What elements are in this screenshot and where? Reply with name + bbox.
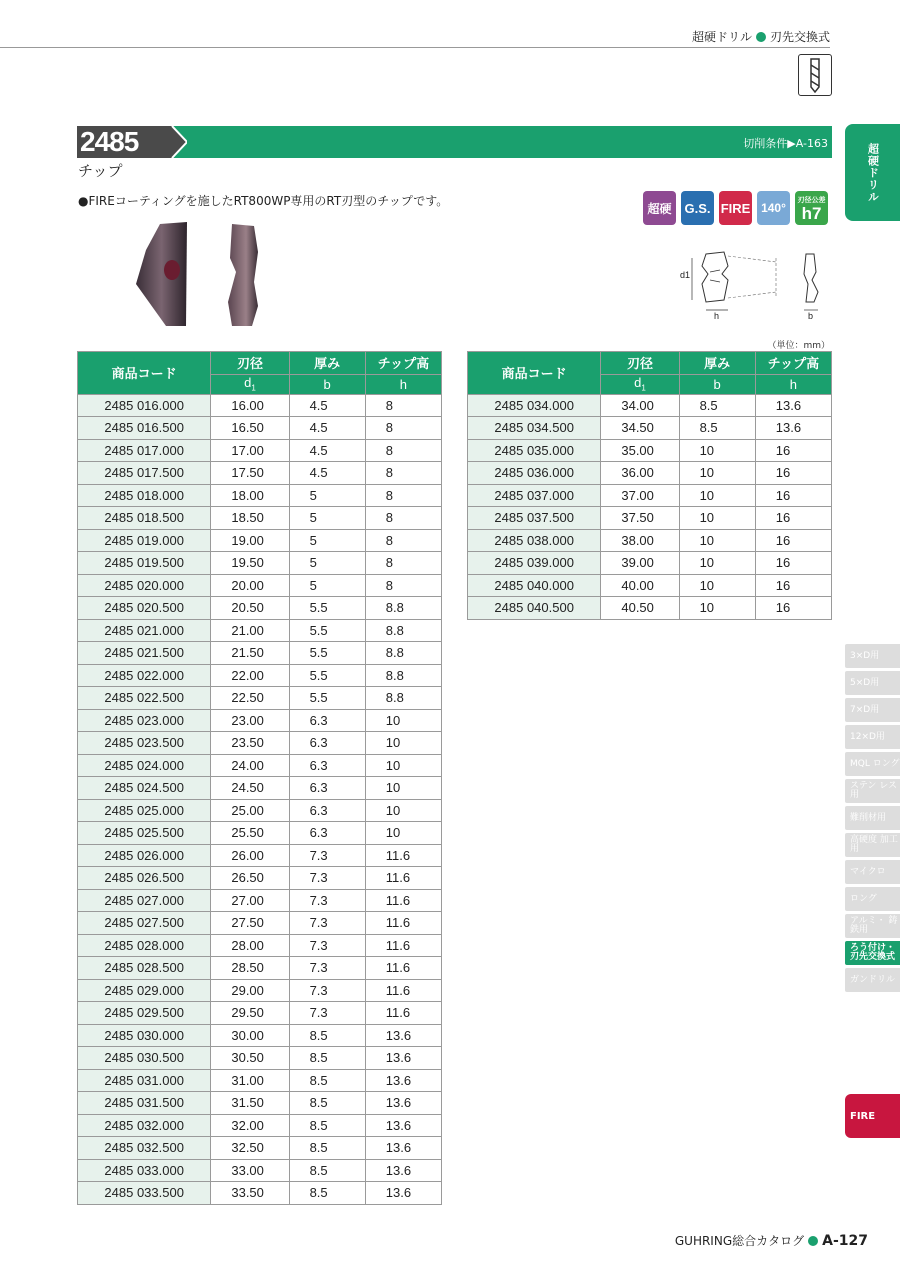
- cell-blade-diameter: 24.00: [211, 754, 289, 777]
- cell-product-code: 2485 029.000: [78, 979, 211, 1002]
- cell-chip-height: 11.6: [365, 889, 441, 912]
- cell-product-code: 2485 019.500: [78, 552, 211, 575]
- table-row: [78, 799, 442, 822]
- table-row: [468, 484, 832, 507]
- cell-blade-diameter: 34.50: [601, 417, 679, 440]
- cell-thickness: 5.5: [289, 664, 365, 687]
- tolerance-value: h7: [801, 203, 822, 223]
- cell-blade-diameter: 16.50: [211, 417, 289, 440]
- cell-chip-height: 13.6: [365, 1137, 441, 1160]
- table-row: [78, 1024, 442, 1047]
- cell-thickness: 7.3: [289, 934, 365, 957]
- cell-product-code: 2485 032.500: [78, 1137, 211, 1160]
- cell-blade-diameter: 29.50: [211, 1002, 289, 1025]
- cell-blade-diameter: 26.50: [211, 867, 289, 890]
- table-row: [78, 687, 442, 710]
- cell-chip-height: 10: [365, 709, 441, 732]
- table-row: [468, 529, 832, 552]
- table-row: [78, 439, 442, 462]
- cell-thickness: 6.3: [289, 732, 365, 755]
- table-row: [78, 1002, 442, 1025]
- cell-thickness: 6.3: [289, 709, 365, 732]
- unit-note: （単位：mm）: [767, 341, 830, 351]
- cell-blade-diameter: 20.50: [211, 597, 289, 620]
- table-row: [78, 777, 442, 800]
- model-number: 2485: [80, 126, 139, 157]
- cell-product-code: 2485 016.500: [78, 417, 211, 440]
- cell-chip-height: 8.8: [365, 687, 441, 710]
- cell-thickness: 4.5: [289, 417, 365, 440]
- cell-thickness: 5: [289, 574, 365, 597]
- cell-chip-height: 10: [365, 732, 441, 755]
- table-row: [78, 957, 442, 980]
- cell-blade-diameter: 28.00: [211, 934, 289, 957]
- table-row: [78, 979, 442, 1002]
- cell-thickness: 10: [679, 597, 755, 620]
- title-bar: [77, 126, 832, 158]
- table-row: [468, 417, 832, 440]
- table-row: [468, 552, 832, 575]
- cell-thickness: 5: [289, 552, 365, 575]
- sidebar-item[interactable]: 7×D用: [845, 698, 900, 722]
- col-header-thickness: 厚み: [289, 352, 365, 375]
- cell-blade-diameter: 37.50: [601, 507, 679, 530]
- cell-thickness: 10: [679, 462, 755, 485]
- cell-thickness: 8.5: [679, 394, 755, 417]
- cell-product-code: 2485 024.500: [78, 777, 211, 800]
- cell-chip-height: 11.6: [365, 979, 441, 1002]
- table-row: [78, 664, 442, 687]
- cell-chip-height: 8: [365, 417, 441, 440]
- sidebar-item[interactable]: 高硬度 加工用: [845, 833, 900, 857]
- cell-blade-diameter: 26.00: [211, 844, 289, 867]
- cell-chip-height: 8: [365, 484, 441, 507]
- cell-blade-diameter: 18.00: [211, 484, 289, 507]
- cell-chip-height: 8: [365, 552, 441, 575]
- cell-thickness: 5.5: [289, 619, 365, 642]
- cell-chip-height: 8.8: [365, 642, 441, 665]
- cell-product-code: 2485 039.000: [468, 552, 601, 575]
- cell-blade-diameter: 37.00: [601, 484, 679, 507]
- cell-chip-height: 8: [365, 462, 441, 485]
- fire-coating-badge: FIRE: [719, 191, 752, 225]
- cell-blade-diameter: 40.50: [601, 597, 679, 620]
- cell-chip-height: 8.8: [365, 664, 441, 687]
- cell-thickness: 10: [679, 439, 755, 462]
- cell-chip-height: 13.6: [755, 394, 831, 417]
- table-row: [468, 439, 832, 462]
- col-symbol-h: h: [365, 374, 441, 394]
- cell-thickness: 6.3: [289, 777, 365, 800]
- cell-product-code: 2485 017.500: [78, 462, 211, 485]
- cell-thickness: 7.3: [289, 1002, 365, 1025]
- cell-chip-height: 13.6: [365, 1047, 441, 1070]
- cell-chip-height: 11.6: [365, 934, 441, 957]
- sidebar-item[interactable]: ガンドリル: [845, 968, 900, 992]
- cell-thickness: 5: [289, 484, 365, 507]
- cell-blade-diameter: 16.00: [211, 394, 289, 417]
- col-header-blade-dia: 刃径: [211, 352, 289, 375]
- cell-chip-height: 16: [755, 507, 831, 530]
- cell-blade-diameter: 27.00: [211, 889, 289, 912]
- cell-product-code: 2485 023.500: [78, 732, 211, 755]
- carbide-badge: 超硬: [643, 191, 676, 225]
- spec-table-left: [77, 351, 442, 1205]
- cell-product-code: 2485 031.000: [78, 1069, 211, 1092]
- table-row: [78, 552, 442, 575]
- cell-thickness: 7.3: [289, 889, 365, 912]
- cell-product-code: 2485 025.000: [78, 799, 211, 822]
- cell-product-code: 2485 032.000: [78, 1114, 211, 1137]
- col-header-thickness: 厚み: [679, 352, 755, 375]
- cell-product-code: 2485 020.500: [78, 597, 211, 620]
- sidebar-item[interactable]: ステン レス用: [845, 779, 900, 803]
- cell-product-code: 2485 030.500: [78, 1047, 211, 1070]
- col-header-chip-height: チップ高: [365, 352, 441, 375]
- cell-product-code: 2485 016.000: [78, 394, 211, 417]
- cell-chip-height: 8: [365, 507, 441, 530]
- table-row: [468, 394, 832, 417]
- cell-chip-height: 8: [365, 529, 441, 552]
- cell-thickness: 5.5: [289, 687, 365, 710]
- table-row: [78, 754, 442, 777]
- cell-blade-diameter: 19.00: [211, 529, 289, 552]
- cell-chip-height: 8.8: [365, 619, 441, 642]
- table-row: [78, 934, 442, 957]
- cell-product-code: 2485 040.500: [468, 597, 601, 620]
- cell-thickness: 8.5: [679, 417, 755, 440]
- table-row: [78, 507, 442, 530]
- cell-blade-diameter: 18.50: [211, 507, 289, 530]
- d1-label: d1: [680, 270, 691, 280]
- cell-product-code: 2485 035.000: [468, 439, 601, 462]
- chip-dimension-diagram: [676, 244, 832, 322]
- cell-blade-diameter: 28.50: [211, 957, 289, 980]
- table-row: [468, 574, 832, 597]
- cell-blade-diameter: 21.00: [211, 619, 289, 642]
- cell-thickness: 8.5: [289, 1159, 365, 1182]
- cell-thickness: 7.3: [289, 912, 365, 935]
- cell-blade-diameter: 39.00: [601, 552, 679, 575]
- table-row: [78, 867, 442, 890]
- table-row: [78, 732, 442, 755]
- table-row: [78, 394, 442, 417]
- sidebar-item[interactable]: 難削材用: [845, 806, 900, 830]
- cell-thickness: 10: [679, 574, 755, 597]
- cell-product-code: 2485 037.500: [468, 507, 601, 530]
- cell-blade-diameter: 29.00: [211, 979, 289, 1002]
- cell-thickness: 8.5: [289, 1137, 365, 1160]
- table-row: [468, 597, 832, 620]
- cell-product-code: 2485 033.000: [78, 1159, 211, 1182]
- page-footer: [675, 1232, 868, 1249]
- table-row: [78, 1069, 442, 1092]
- cell-thickness: 8.5: [289, 1069, 365, 1092]
- cell-thickness: 8.5: [289, 1024, 365, 1047]
- cell-chip-height: 13.6: [755, 417, 831, 440]
- sidebar-item[interactable]: ろう付け・ 刃先交換式: [845, 941, 900, 965]
- cell-thickness: 7.3: [289, 867, 365, 890]
- cell-product-code: 2485 018.000: [78, 484, 211, 507]
- breadcrumb-category: 超硬ドリル: [691, 30, 752, 44]
- cell-product-code: 2485 028.000: [78, 934, 211, 957]
- breadcrumb-subcategory: 刃先交換式: [769, 30, 830, 44]
- cell-blade-diameter: 17.00: [211, 439, 289, 462]
- col-symbol-b: b: [679, 374, 755, 394]
- tolerance-label: 刃径公差: [797, 196, 826, 204]
- cell-blade-diameter: 25.50: [211, 822, 289, 845]
- cell-product-code: 2485 028.500: [78, 957, 211, 980]
- table-row: [78, 912, 442, 935]
- cell-blade-diameter: 22.00: [211, 664, 289, 687]
- cell-product-code: 2485 020.000: [78, 574, 211, 597]
- cell-blade-diameter: 22.50: [211, 687, 289, 710]
- cell-chip-height: 8: [365, 439, 441, 462]
- cell-chip-height: 16: [755, 484, 831, 507]
- cell-product-code: 2485 034.000: [468, 394, 601, 417]
- cell-blade-diameter: 31.50: [211, 1092, 289, 1115]
- cell-product-code: 2485 026.500: [78, 867, 211, 890]
- cell-blade-diameter: 23.00: [211, 709, 289, 732]
- table-row: [78, 1114, 442, 1137]
- bullet-dot-icon: [756, 32, 766, 42]
- cell-blade-diameter: 33.50: [211, 1182, 289, 1205]
- cell-chip-height: 10: [365, 754, 441, 777]
- cell-thickness: 5: [289, 529, 365, 552]
- col-header-code: 商品コード: [78, 352, 211, 395]
- cell-thickness: 10: [679, 507, 755, 530]
- cell-chip-height: 10: [365, 777, 441, 800]
- spec-table-right: [467, 351, 832, 620]
- cell-product-code: 2485 027.000: [78, 889, 211, 912]
- cell-thickness: 8.5: [289, 1092, 365, 1115]
- cell-blade-diameter: 20.00: [211, 574, 289, 597]
- breadcrumb: [692, 28, 830, 45]
- cell-product-code: 2485 017.000: [78, 439, 211, 462]
- table-row: [78, 642, 442, 665]
- cell-thickness: 4.5: [289, 439, 365, 462]
- cell-product-code: 2485 038.000: [468, 529, 601, 552]
- cell-chip-height: 8.8: [365, 597, 441, 620]
- cell-product-code: 2485 021.500: [78, 642, 211, 665]
- cell-blade-diameter: 27.50: [211, 912, 289, 935]
- cell-product-code: 2485 036.000: [468, 462, 601, 485]
- table-row: [78, 484, 442, 507]
- cell-blade-diameter: 36.00: [601, 462, 679, 485]
- cell-product-code: 2485 030.000: [78, 1024, 211, 1047]
- cell-product-code: 2485 026.000: [78, 844, 211, 867]
- cell-chip-height: 8: [365, 574, 441, 597]
- sidebar-item[interactable]: 3×D用: [845, 644, 900, 668]
- cell-product-code: 2485 031.500: [78, 1092, 211, 1115]
- sidebar-tab-carbide-drill[interactable]: 超硬ドリル: [845, 124, 900, 221]
- sidebar-item[interactable]: MQL ロング: [845, 752, 900, 776]
- cell-chip-height: 8: [365, 394, 441, 417]
- b-label: b: [808, 311, 814, 321]
- cell-thickness: 7.3: [289, 844, 365, 867]
- cell-thickness: 5.5: [289, 642, 365, 665]
- cell-chip-height: 13.6: [365, 1069, 441, 1092]
- chip-product-image: [132, 222, 272, 330]
- cell-thickness: 10: [679, 484, 755, 507]
- cell-thickness: 10: [679, 552, 755, 575]
- cell-blade-diameter: 17.50: [211, 462, 289, 485]
- cell-product-code: 2485 029.500: [78, 1002, 211, 1025]
- cell-chip-height: 16: [755, 597, 831, 620]
- cell-chip-height: 16: [755, 462, 831, 485]
- cell-thickness: 6.3: [289, 799, 365, 822]
- cell-chip-height: 16: [755, 529, 831, 552]
- product-description: ●FIREコーティングを施したRT800WP専用のRT刃型のチップです。: [78, 194, 449, 208]
- cell-blade-diameter: 32.50: [211, 1137, 289, 1160]
- sidebar-item[interactable]: アルミ・ 鋳鉄用: [845, 914, 900, 938]
- cutting-conditions-link[interactable]: 切削条件▶A-163: [743, 137, 828, 150]
- table-row: [468, 462, 832, 485]
- cell-thickness: 5.5: [289, 597, 365, 620]
- cell-thickness: 5: [289, 507, 365, 530]
- cell-chip-height: 16: [755, 552, 831, 575]
- cell-blade-diameter: 21.50: [211, 642, 289, 665]
- col-symbol-b: b: [289, 374, 365, 394]
- cell-product-code: 2485 027.500: [78, 912, 211, 935]
- cell-thickness: 8.5: [289, 1182, 365, 1205]
- table-row: [78, 1182, 442, 1205]
- col-header-blade-dia: 刃径: [601, 352, 679, 375]
- col-header-chip-height: チップ高: [755, 352, 831, 375]
- page-number: A-127: [822, 1232, 868, 1249]
- table-row: [78, 1047, 442, 1070]
- cell-blade-diameter: 40.00: [601, 574, 679, 597]
- cell-product-code: 2485 021.000: [78, 619, 211, 642]
- product-name: チップ: [78, 162, 123, 180]
- cell-blade-diameter: 38.00: [601, 529, 679, 552]
- cell-product-code: 2485 025.500: [78, 822, 211, 845]
- cell-blade-diameter: 25.00: [211, 799, 289, 822]
- sidebar-item[interactable]: ロング: [845, 887, 900, 911]
- catalog-name: GUHRING総合カタログ: [674, 1234, 805, 1248]
- table-row: [78, 619, 442, 642]
- cell-thickness: 4.5: [289, 462, 365, 485]
- side-nav: [845, 644, 900, 995]
- cell-thickness: 6.3: [289, 822, 365, 845]
- cell-product-code: 2485 034.500: [468, 417, 601, 440]
- cell-product-code: 2485 024.000: [78, 754, 211, 777]
- cell-chip-height: 13.6: [365, 1092, 441, 1115]
- table-row: [78, 1092, 442, 1115]
- cell-chip-height: 13.6: [365, 1182, 441, 1205]
- table-row: [78, 529, 442, 552]
- table-row: [468, 507, 832, 530]
- table-row: [78, 844, 442, 867]
- cell-thickness: 7.3: [289, 957, 365, 980]
- cell-product-code: 2485 022.000: [78, 664, 211, 687]
- cell-blade-diameter: 24.50: [211, 777, 289, 800]
- cell-thickness: 6.3: [289, 754, 365, 777]
- sidebar-tab-fire[interactable]: FIRE: [845, 1094, 900, 1138]
- point-angle-badge: 140°: [757, 191, 790, 225]
- cell-thickness: 7.3: [289, 979, 365, 1002]
- cell-blade-diameter: 30.50: [211, 1047, 289, 1070]
- cell-blade-diameter: 30.00: [211, 1024, 289, 1047]
- cell-chip-height: 11.6: [365, 957, 441, 980]
- cell-chip-height: 13.6: [365, 1159, 441, 1182]
- table-row: [78, 1137, 442, 1160]
- cell-chip-height: 13.6: [365, 1114, 441, 1137]
- cell-thickness: 8.5: [289, 1047, 365, 1070]
- cell-blade-diameter: 33.00: [211, 1159, 289, 1182]
- cell-chip-height: 11.6: [365, 1002, 441, 1025]
- cell-blade-diameter: 34.00: [601, 394, 679, 417]
- col-symbol-d1: $d_1$: [211, 374, 289, 394]
- col-symbol-d1: $d_1$: [601, 374, 679, 394]
- table-row: [78, 889, 442, 912]
- cell-blade-diameter: 23.50: [211, 732, 289, 755]
- cell-product-code: 2485 019.000: [78, 529, 211, 552]
- table-row: [78, 709, 442, 732]
- cell-thickness: 10: [679, 529, 755, 552]
- cell-chip-height: 16: [755, 439, 831, 462]
- table-row: [78, 597, 442, 620]
- cell-product-code: 2485 037.000: [468, 484, 601, 507]
- col-symbol-h: h: [755, 374, 831, 394]
- table-row: [78, 417, 442, 440]
- cell-blade-diameter: 35.00: [601, 439, 679, 462]
- cell-thickness: 8.5: [289, 1114, 365, 1137]
- gs-badge: G.S.: [681, 191, 714, 225]
- cell-chip-height: 16: [755, 574, 831, 597]
- sidebar-item[interactable]: 12×D用: [845, 725, 900, 749]
- table-row: [78, 462, 442, 485]
- cell-chip-height: 10: [365, 822, 441, 845]
- h-label: h: [714, 311, 720, 321]
- sidebar-item[interactable]: マイクロ: [845, 860, 900, 884]
- cell-product-code: 2485 023.000: [78, 709, 211, 732]
- cell-chip-height: 13.6: [365, 1024, 441, 1047]
- col-header-code: 商品コード: [468, 352, 601, 395]
- cell-chip-height: 11.6: [365, 867, 441, 890]
- bullet-dot-icon: [808, 1236, 818, 1246]
- sidebar-item[interactable]: 5×D用: [845, 671, 900, 695]
- cell-product-code: 2485 040.000: [468, 574, 601, 597]
- drill-icon: [798, 54, 832, 96]
- cell-chip-height: 10: [365, 799, 441, 822]
- cell-product-code: 2485 033.500: [78, 1182, 211, 1205]
- table-row: [78, 822, 442, 845]
- cell-product-code: 2485 022.500: [78, 687, 211, 710]
- tolerance-badge: [795, 191, 828, 225]
- cell-blade-diameter: 31.00: [211, 1069, 289, 1092]
- table-row: [78, 1159, 442, 1182]
- cell-chip-height: 11.6: [365, 844, 441, 867]
- cell-chip-height: 11.6: [365, 912, 441, 935]
- cell-product-code: 2485 018.500: [78, 507, 211, 530]
- cell-thickness: 4.5: [289, 394, 365, 417]
- cell-blade-diameter: 32.00: [211, 1114, 289, 1137]
- cell-blade-diameter: 19.50: [211, 552, 289, 575]
- header-divider: [0, 47, 830, 48]
- table-row: [78, 574, 442, 597]
- feature-badges: [643, 191, 828, 225]
